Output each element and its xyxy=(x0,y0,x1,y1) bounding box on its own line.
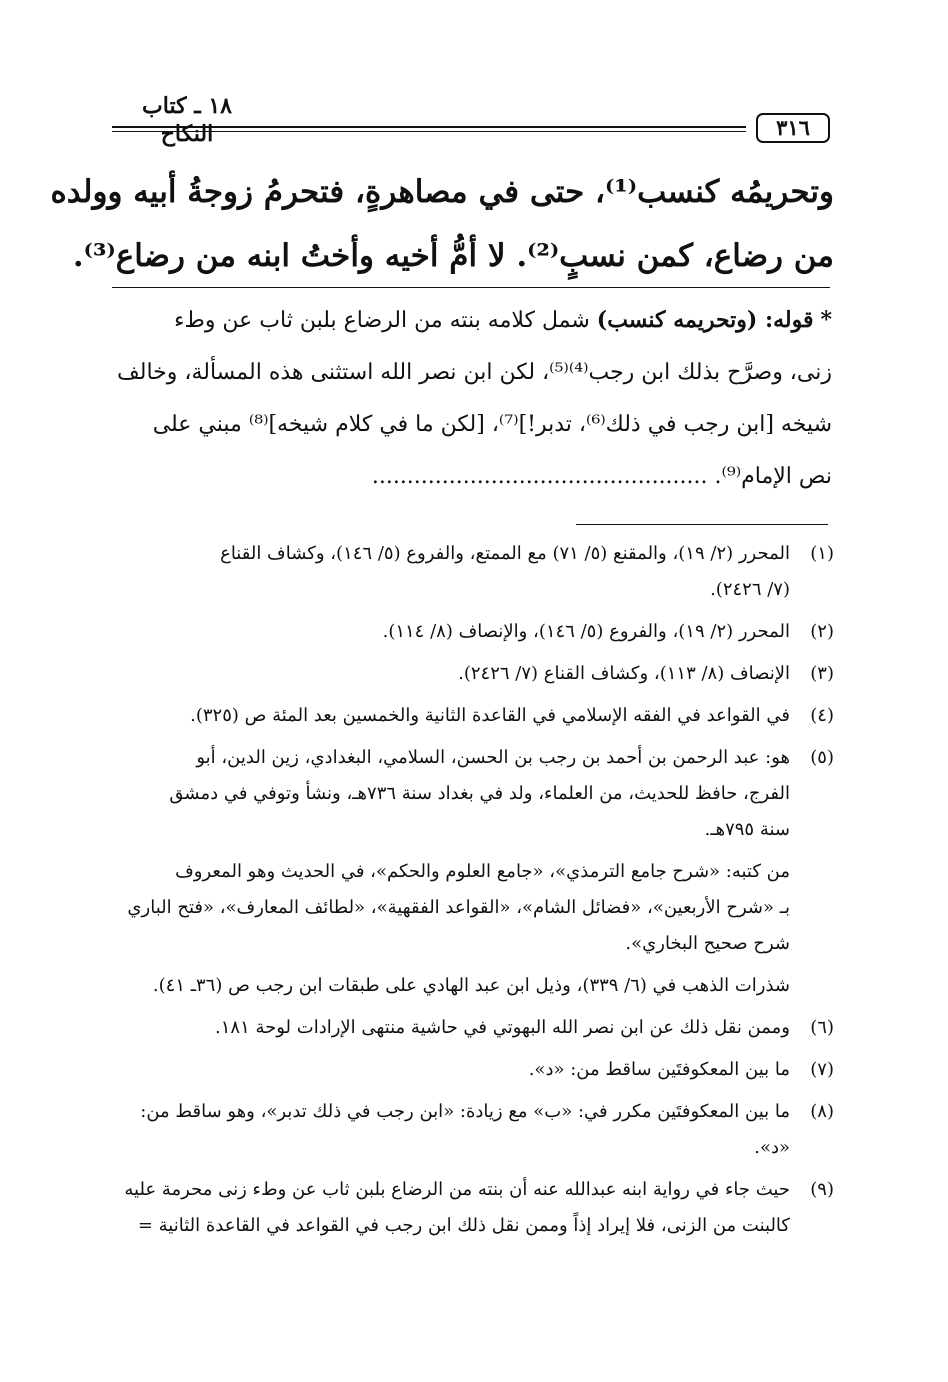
footnote-separator xyxy=(576,524,828,525)
footnote-line: هو: عبد الرحمن بن أحمد بن رجب بن الحسن، السلامي، البغدادي، زين الدين، أبو xyxy=(196,747,790,768)
commentary-line-text: نص الإمام⁽⁹⁾. xyxy=(714,464,832,489)
matn-divider xyxy=(112,287,830,288)
footnote-line: ما بين المعكوفتَين ساقط من: «د». xyxy=(528,1059,790,1080)
footnote-line: من كتبه: «شرح جامع الترمذي»، «جامع العلوم والحكم»، في الحديث وهو المعروف xyxy=(175,861,790,882)
running-head-chapter: ١٨ ـ كتاب النكاح xyxy=(142,93,232,147)
asterisk-icon: * xyxy=(820,307,832,333)
footnotes-section xyxy=(112,536,834,1250)
commentary-line xyxy=(112,451,832,503)
footnote-line: المحرر (٢/ ١٩)، والفروع (٥/ ١٤٦)، والإنصاف (٨/ ١١٤). xyxy=(382,621,790,642)
footnote-line: الفرج، حافظ للحديث، من العلماء، ولد في بغداد سنة ٧٣٦هـ، ونشأ وتوفي في دمشق xyxy=(169,783,790,804)
footnote xyxy=(112,740,834,848)
footnote-number: (٥) xyxy=(810,747,834,768)
footnote-line: الإنصاف (٨/ ١١٣)، وكشاف القناع (٧/ ٢٤٢٦). xyxy=(458,663,790,684)
footnote xyxy=(112,854,834,962)
footnote xyxy=(112,968,834,1004)
continuation-dots: ................................................ xyxy=(371,464,708,489)
footnote-line: «د». xyxy=(754,1137,790,1158)
footnote xyxy=(112,698,834,734)
footnote-number: (١) xyxy=(810,543,834,564)
commentary-text xyxy=(112,294,832,503)
footnote-number: (٦) xyxy=(810,1017,834,1038)
footnote xyxy=(112,656,834,692)
footnote-line: حيث جاء في رواية ابنه عبدالله عنه أن بنته من الرضاع بلبن ثاب عن وطء زنى محرمة عليه xyxy=(124,1179,790,1200)
footnote-line: شرح صحيح البخاري». xyxy=(625,933,790,954)
footnote-line: كالبنت من الزنى، فلا إيراد إذاً وممن نقل ذلك ابن رجب في القواعد في القاعدة الثانية = xyxy=(137,1215,790,1236)
qawluhu-lemma: قوله: (وتحريمه كنسب) xyxy=(596,307,814,333)
footnote xyxy=(112,1010,834,1046)
page-number: ٣١٦ xyxy=(756,113,830,143)
footnote-number: (٣) xyxy=(810,663,834,684)
footnote-line: شذرات الذهب في (٦/ ٣٣٩)، وذيل ابن عبد الهادي على طبقات ابن رجب ص (٣٦ـ ٤١). xyxy=(152,975,790,996)
footnote-line: وممن نقل ذلك عن ابن نصر الله البهوتي في حاشية منتهى الإرادات لوحة ١٨١. xyxy=(215,1017,790,1038)
footnote-line: (٧/ ٢٤٢٦). xyxy=(710,579,790,600)
matn-text xyxy=(50,160,834,288)
commentary-line xyxy=(112,294,832,347)
footnote xyxy=(112,614,834,650)
matn-line: من رضاع، كمن نسبٍ⁽²⁾. لا أمُّ أخيه وأختُ ابنه من رضاع⁽³⁾. xyxy=(72,238,834,274)
footnote xyxy=(112,1052,834,1088)
footnote-line: المحرر (٢/ ١٩)، والمقنع (٥/ ٧١) مع الممتع، والفروع (٥/ ١٤٦)، وكشاف القناع xyxy=(220,543,790,564)
footnote xyxy=(112,1094,834,1166)
header-rule xyxy=(112,126,746,132)
commentary-line: شيخه [ابن رجب في ذلك⁽⁶⁾، تدبر!]⁽⁷⁾، [لكن ما في كلام شيخه]⁽⁸⁾ مبني على xyxy=(152,412,832,437)
footnote-number: (٢) xyxy=(810,621,834,642)
footnote-number: (٧) xyxy=(810,1059,834,1080)
footnote-line: ما بين المعكوفتَين مكرر في: «ب» مع زيادة: «ابن رجب في ذلك تدبر»، وهو ساقط من: xyxy=(140,1101,790,1122)
footnote-line: في القواعد في الفقه الإسلامي في القاعدة الثانية والخمسين بعد المئة ص (٣٢٥). xyxy=(190,705,790,726)
matn-line: وتحريمُه كنسب⁽¹⁾، حتى في مصاهرةٍ، فتحرمُ زوجةُ أبيه وولده xyxy=(50,174,834,210)
footnote-line: سنة ٧٩٥هـ. xyxy=(704,819,790,840)
commentary-line-text: شمل كلامه بنته من الرضاع بلبن ثاب عن وطء xyxy=(174,308,590,333)
footnote-number: (٤) xyxy=(810,705,834,726)
footnote-number: (٨) xyxy=(810,1101,834,1122)
commentary-line: زنى، وصرَّح بذلك ابن رجب⁽⁴⁾⁽⁵⁾، لكن ابن نصر الله استثنى هذه المسألة، وخالف xyxy=(116,360,832,385)
footnote xyxy=(112,1172,834,1244)
footnote-line: بـ «شرح الأربعين»، «فضائل الشام»، «القواعد الفقهية»، «لطائف المعارف»، «فتح الباري xyxy=(127,897,790,918)
footnote-number: (٩) xyxy=(810,1179,834,1200)
footnote xyxy=(112,536,834,608)
